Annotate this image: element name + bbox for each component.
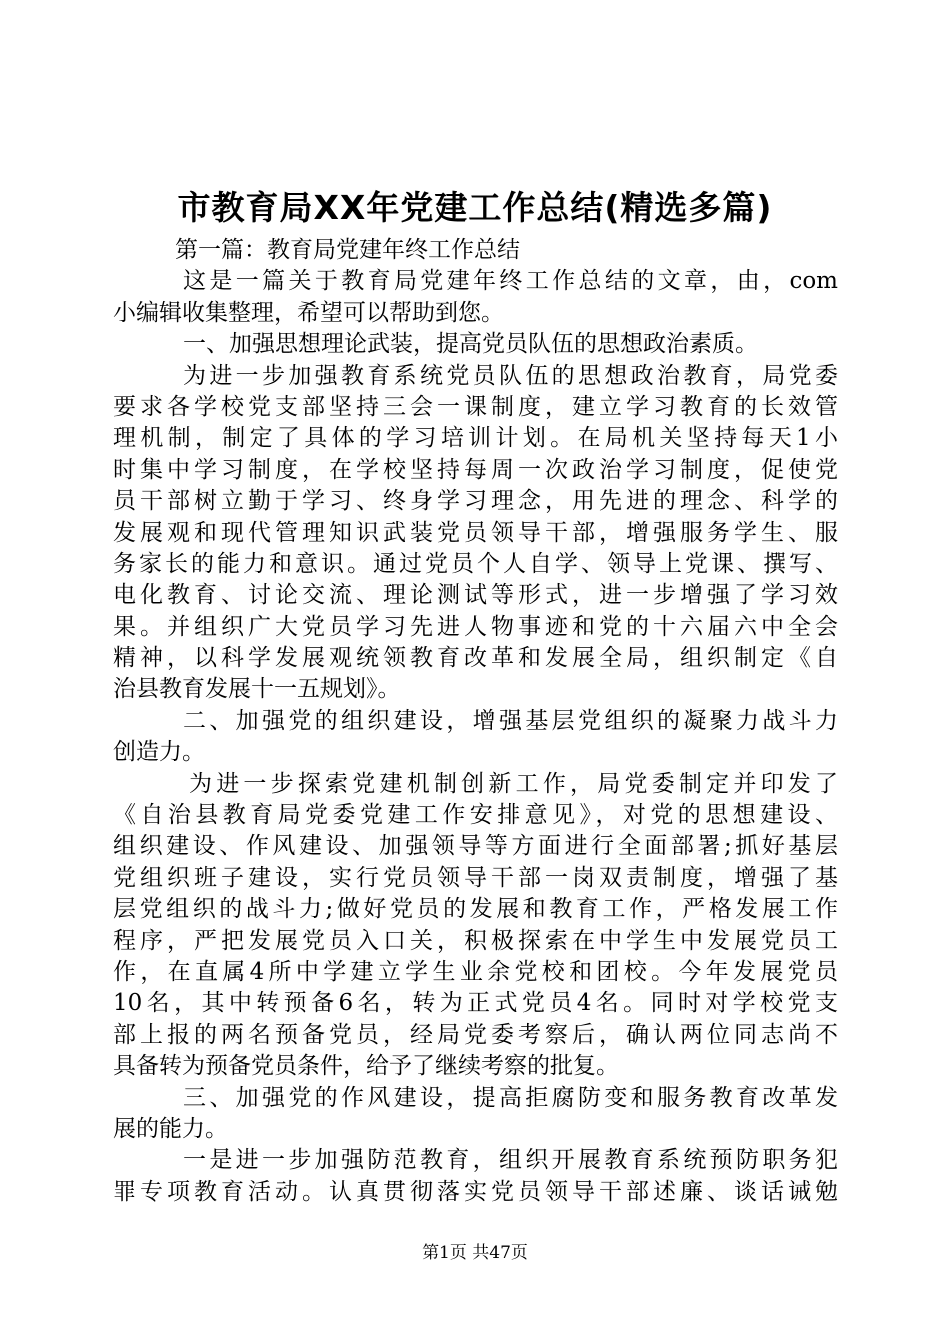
- paragraph-line: 果。并组织广大党员学习先进人物事迹和党的十六届六中全会: [113, 613, 838, 640]
- paragraph-line: 具备转为预备党员条件，给予了继续考察的批复。: [113, 1053, 619, 1080]
- paragraph-line: 员干部树立勤于学习、终身学习理念，用先进的理念、科学的: [113, 488, 838, 515]
- document-title: 市教育局XX年党建工作总结(精选多篇): [177, 188, 773, 227]
- section-heading: 一、加强思想理论武装，提高党员队伍的思想政治素质。: [183, 331, 758, 358]
- paragraph-line: 《自治县教育局党委党建工作安排意见》，对党的思想建设、: [113, 802, 838, 829]
- document-body: [113, 235, 838, 1208]
- section-heading: 展的能力。: [113, 1115, 228, 1142]
- paragraph-line: 党组织班子建设，实行党员领导干部一岗双责制度，增强了基: [113, 864, 838, 891]
- section-heading: 二、加强党的组织建设，增强基层党组织的凝聚力战斗力: [183, 707, 838, 734]
- paragraph-line: 发展观和现代管理知识武装党员领导干部，增强服务学生、服: [113, 519, 838, 546]
- section-heading: 第一篇：教育局党建年终工作总结: [175, 237, 520, 263]
- paragraph-line: 治县教育发展十一五规划》。: [113, 676, 401, 703]
- paragraph-line: 为进一步探索党建机制创新工作，局党委制定并印发了: [189, 770, 838, 797]
- paragraph-line: 10名，其中转预备6名，转为正式党员4名。同时对学校党支: [113, 990, 838, 1017]
- paragraph-line: 务家长的能力和意识。通过党员个人自学、领导上党课、撰写、: [113, 550, 838, 577]
- paragraph-line: 小编辑收集整理，希望可以帮助到您。: [113, 299, 504, 326]
- paragraph-line: 要求各学校党支部坚持三会一课制度，建立学习教育的长效管: [113, 393, 838, 420]
- paragraph-line: 这是一篇关于教育局党建年终工作总结的文章，由，com: [183, 268, 838, 295]
- paragraph-line: 部上报的两名预备党员，经局党委考察后，确认两位同志尚不: [113, 1021, 838, 1048]
- page-number: 第1页 共47页: [422, 1243, 528, 1263]
- section-heading: 创造力。: [113, 739, 205, 766]
- paragraph-line: 时集中学习制度，在学校坚持每周一次政治学习制度，促使党: [113, 456, 838, 483]
- paragraph-line: 一是进一步加强防范教育，组织开展教育系统预防职务犯: [183, 1147, 838, 1174]
- paragraph-line: 理机制，制定了具体的学习培训计划。在局机关坚持每天1小: [113, 425, 838, 452]
- paragraph-line: 程序，严把发展党员入口关，积极探索在中学生中发展党员工: [113, 927, 838, 954]
- paragraph-line: 层党组织的战斗力;做好党员的发展和教育工作，严格发展工作: [113, 896, 838, 923]
- paragraph-line: 罪专项教育活动。认真贯彻落实党员领导干部述廉、谈话诫勉: [113, 1178, 838, 1205]
- paragraph-line: 组织建设、作风建设、加强领导等方面进行全面部署;抓好基层: [113, 833, 838, 860]
- paragraph-line: 为进一步加强教育系统党员队伍的思想政治教育，局党委: [183, 362, 838, 389]
- section-heading: 三、加强党的作风建设，提高拒腐防变和服务教育改革发: [183, 1084, 838, 1111]
- paragraph-line: 精神，以科学发展观统领教育改革和发展全局，组织制定《自: [113, 645, 838, 672]
- paragraph-line: 电化教育、讨论交流、理论测试等形式，进一步增强了学习效: [113, 582, 838, 609]
- paragraph-line: 作，在直属4所中学建立学生业余党校和团校。今年发展党员: [113, 958, 838, 985]
